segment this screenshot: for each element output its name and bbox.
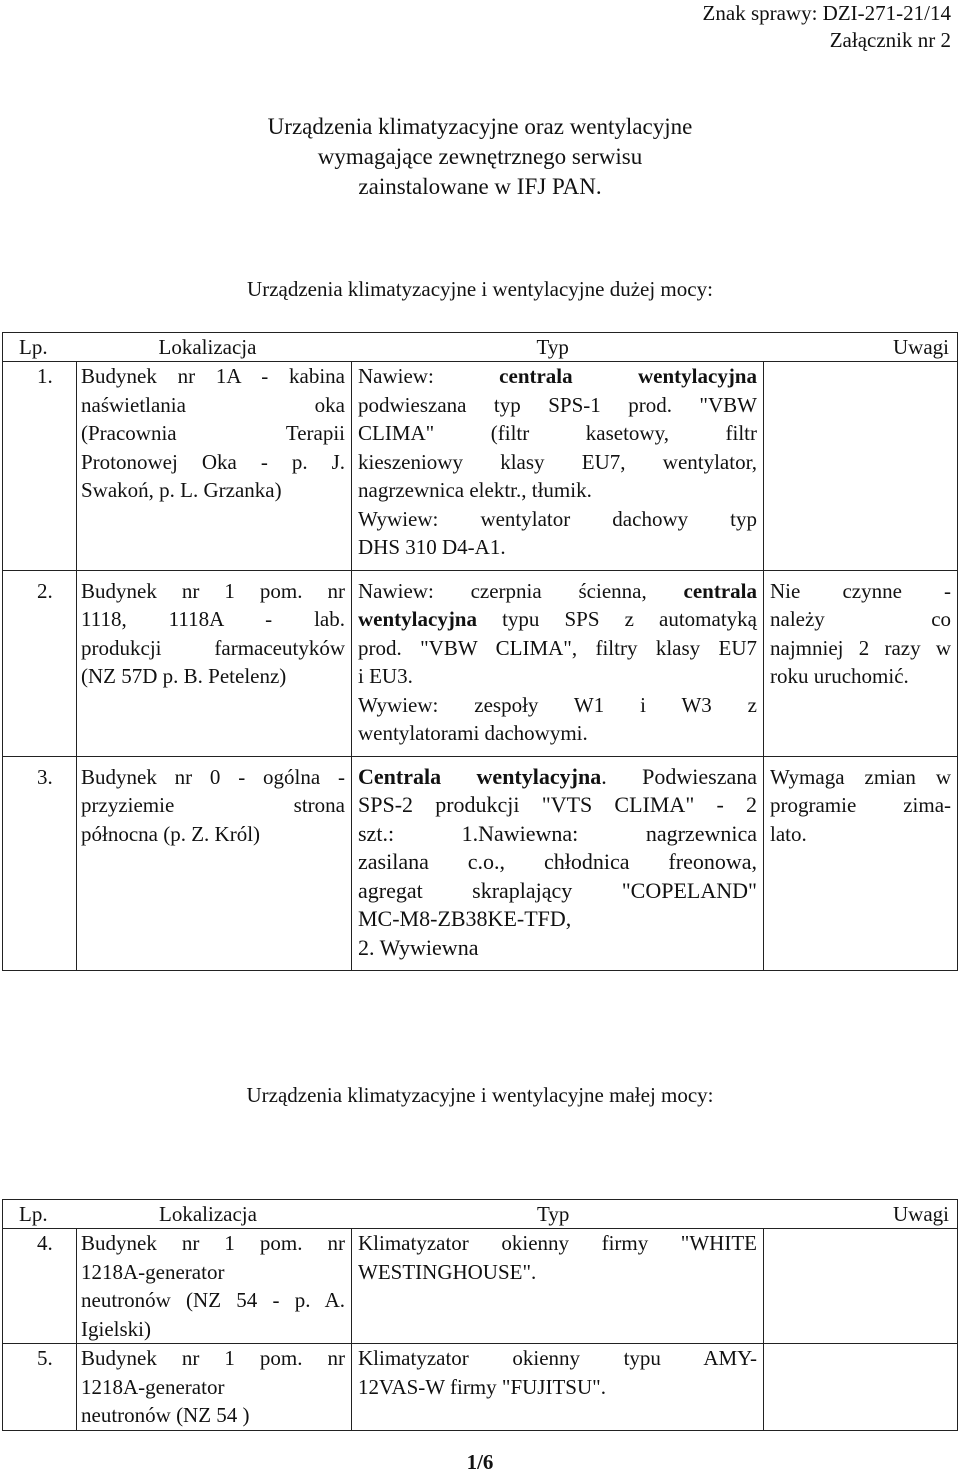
row-location: Budynek nr 1 pom. nr 1218A-generator neutronów (NZ 54 ) [81,1346,345,1427]
table-row [3,756,958,971]
col-header-type: Typ [536,335,569,359]
col-header-location: Lokalizacja [159,1202,257,1226]
col-header-notes: Uwagi [893,1202,950,1226]
section-heading-high-power: Urządzenia klimatyzacyjne i wentylacyjne dużej mocy: [247,277,713,301]
section-heading-low-power: Urządzenia klimatyzacyjne i wentylacyjne małej mocy: [246,1083,714,1107]
row-location: Budynek nr 1 pom. nr 1118, 1118A - lab. produkcji farmaceutyków (NZ 57D p. B. Petelenz) [81,578,345,688]
row-number: 5. [37,1346,53,1370]
row-type: Nawiew: centrala wentylacyjna podwieszana typ SPS-1 prod. "VBW CLIMA" (filtr kasetowy, filtr kieszeniowy klasy EU7, wentylator, nagrzewnica elektr., tłumik. Wywiew: wentylator dachowy typ DHS 310 D4-A1. [358,364,757,559]
row-location: Budynek nr 1A - kabina naświetlania oka (Pracownia Terapii Protonowej Oka - p. J. Swakoń, p. L. Grzanka) [81,364,345,502]
row-notes [764,362,957,370]
table-row [3,570,958,756]
title-line: Urządzenia klimatyzacyjne oraz wentylacyjne [267,114,693,139]
col-header-notes: Uwagi [893,335,950,359]
row-notes: Wymaga zmian w programie zima- lato. [770,764,952,846]
table-row [3,1344,958,1431]
type-emphasis: centrala wentylacyjna [499,364,757,388]
type-emphasis: wentylacyjna [358,607,477,631]
row-notes [764,1344,957,1352]
document-title [0,112,960,202]
table-header-row [3,1200,958,1229]
low-power-table [2,1199,958,1431]
high-power-table [2,332,958,971]
attachment-label: Załącznik nr 2 [829,28,951,52]
row-type: Klimatyzator okienny typu AMY- 12VAS-W firmy "FUJITSU". [358,1346,757,1399]
row-number: 2. [37,578,53,603]
row-notes [764,1229,957,1237]
title-line: zainstalowane w IFJ PAN. [358,174,602,199]
col-header-lp: Lp. [19,1202,48,1226]
title-line: wymagające zewnętrznego serwisu [317,144,643,169]
case-number: Znak sprawy: DZI-271-21/14 [702,1,951,25]
col-header-type: Typ [537,1202,570,1226]
row-number: 3. [37,764,53,789]
row-type: Centrala wentylacyjna. Podwieszana SPS-2 produkcji "VTS CLIMA" - 2 szt.: 1.Nawiewna: nagrzewnica zasilana c.o., chłodnica freonowa, agregat skraplający "COPELAND" MC-M8-ZB38KE-TFD, 2. Wywiewna [358,763,758,960]
page-number: 1/6 [466,1450,494,1474]
table-row [3,1229,958,1344]
row-number: 4. [37,1231,53,1255]
table-row [3,362,958,571]
document-header [703,0,951,54]
row-location: Budynek nr 0 - ogólna - przyziemie strona północna (p. Z. Król) [81,764,345,846]
col-header-location: Lokalizacja [158,335,257,359]
type-emphasis: centrala [683,578,757,603]
row-notes: Nie czynne - należy co najmniej 2 razy w roku uruchomić. [770,578,952,688]
table-header-row [3,333,958,362]
row-type: Klimatyzator okienny firmy "WHITE WESTINGHOUSE". [358,1231,757,1284]
type-emphasis: Centrala wentylacyjna [358,763,602,789]
row-number: 1. [37,364,53,388]
row-type: Nawiew: czerpnia ścienna, centrala wentylacyjna typu SPS z automatyką prod. "VBW CLIMA", filtry klasy EU7 i EU3. Wywiew: zespoły W1 i W3 z wentylatorami dachowymi. [358,578,757,745]
col-header-lp: Lp. [19,335,48,359]
row-location: Budynek nr 1 pom. nr 1218A-generator neutronów (NZ 54 - p. A. Igielski) [81,1231,345,1341]
